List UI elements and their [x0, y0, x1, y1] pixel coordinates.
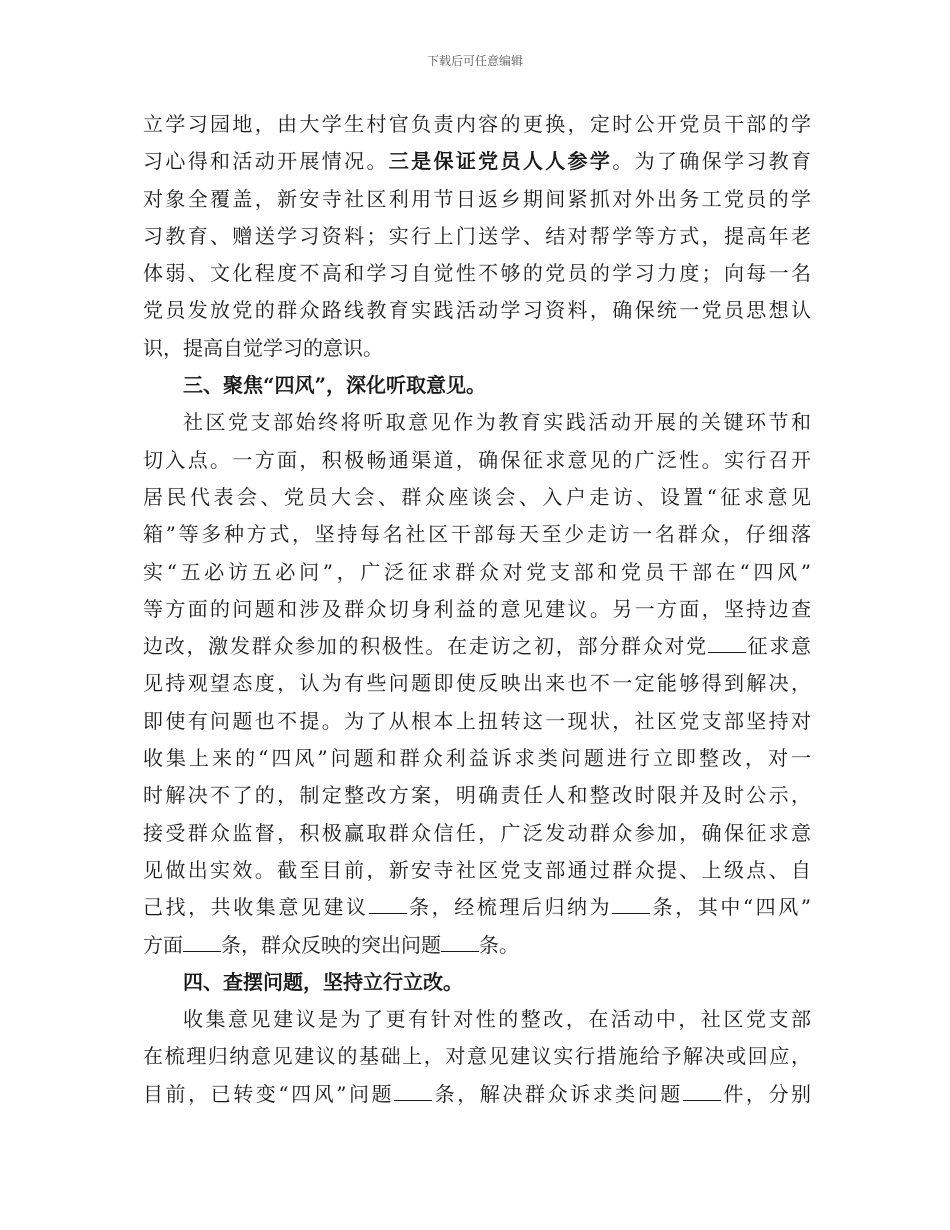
paragraph-line: 对象全覆盖，新安寺社区利用节日返乡期间紧抓对外出务工党员的学 [143, 186, 811, 211]
paragraph-line: 体弱、文化程度不高和学习自觉性不够的党员的学习力度；向每一名 [143, 261, 811, 286]
paragraph-line: 习教育、赠送学习资料；实行上门送学、结对帮学等方式，提高年老 [143, 223, 811, 248]
paragraph-line: 实“五必访五必问”，广泛征求群众对党支部和党员干部在“四风” [143, 559, 811, 584]
paragraph-line: 在梳理归纳意见建议的基础上，对意见建议实行措施给予解决或回应， [143, 1044, 811, 1069]
paragraph-line: 居民代表会、党员大会、群众座谈会、入户走访、设置“征求意见 [143, 484, 811, 509]
section-heading: 四、查摆问题，坚持立行立改。 [183, 969, 463, 994]
paragraph-line: 箱”等多种方式，坚持每名社区干部每天至少走访一名群众，仔细落 [143, 522, 811, 547]
paragraph-line: 即使有问题也不提。为了从根本上扭转这一现状，社区党支部坚持对 [143, 708, 811, 733]
paragraph-line: 社区党支部始终将听取意见作为教育实践活动开展的关键环节和 [183, 410, 811, 435]
paragraph-line: 切入点。一方面，积极畅通渠道，确保征求意见的广泛性。实行召开 [143, 447, 811, 472]
page-header: 下载后可任意编辑 [426, 54, 523, 68]
paragraph-line: 收集上来的“四风”问题和群众利益诉求类问题进行立即整改，对一 [143, 746, 811, 771]
blank-field [612, 895, 650, 914]
blank-field [441, 933, 479, 952]
blank-field [708, 634, 746, 653]
paragraph-line: 目前，已转变“四风”问题 条，解决群众诉求类问题 件，分别 [143, 1081, 811, 1106]
paragraph-line: 识，提高自觉学习的意识。 [143, 335, 383, 360]
paragraph-line: 己找，共收集意见建议 条，经梳理后归纳为 条，其中“四风” [143, 895, 811, 920]
paragraph-line: 习心得和活动开展情况。三是保证党员人人参学。为了确保学习教育 [143, 149, 811, 174]
emphasis-text: 三是保证党员人人参学 [388, 149, 613, 174]
paragraph-line: 时解决不了的，制定整改方案，明确责任人和整改时限并及时公示， [143, 783, 811, 808]
blank-field [683, 1082, 721, 1101]
paragraph-line: 接受群众监督，积极赢取群众信任，广泛发动群众参加，确保征求意 [143, 820, 811, 845]
paragraph-line: 边改，激发群众参加的积极性。在走访之初，部分群众对党 征求意 [143, 634, 811, 659]
paragraph-line: 收集意见建议是为了更有针对性的整改，在活动中，社区党支部 [183, 1007, 811, 1032]
section-heading: 三、聚焦“四风”，深化听取意见。 [183, 373, 487, 398]
blank-field [394, 1082, 432, 1101]
paragraph-line: 方面 条，群众反映的突出问题 条。 [143, 932, 519, 957]
paragraph-line: 立学习园地，由大学生村官负责内容的更换，定时公开党员干部的学 [143, 112, 811, 136]
document-body [143, 106, 811, 1113]
paragraph-line: 等方面的问题和涉及群众切身利益的意见建议。另一方面，坚持边查 [143, 596, 811, 621]
paragraph-line: 见持观望态度，认为有些问题即使反映出来也不一定能够得到解决， [143, 671, 811, 696]
paragraph-line: 见做出实效。截至目前，新安寺社区党支部通过群众提、上级点、自 [143, 857, 811, 882]
paragraph-line: 党员发放党的群众路线教育实践活动学习资料，确保统一党员思想认 [143, 298, 811, 323]
blank-field [369, 895, 407, 914]
blank-field [183, 933, 221, 952]
